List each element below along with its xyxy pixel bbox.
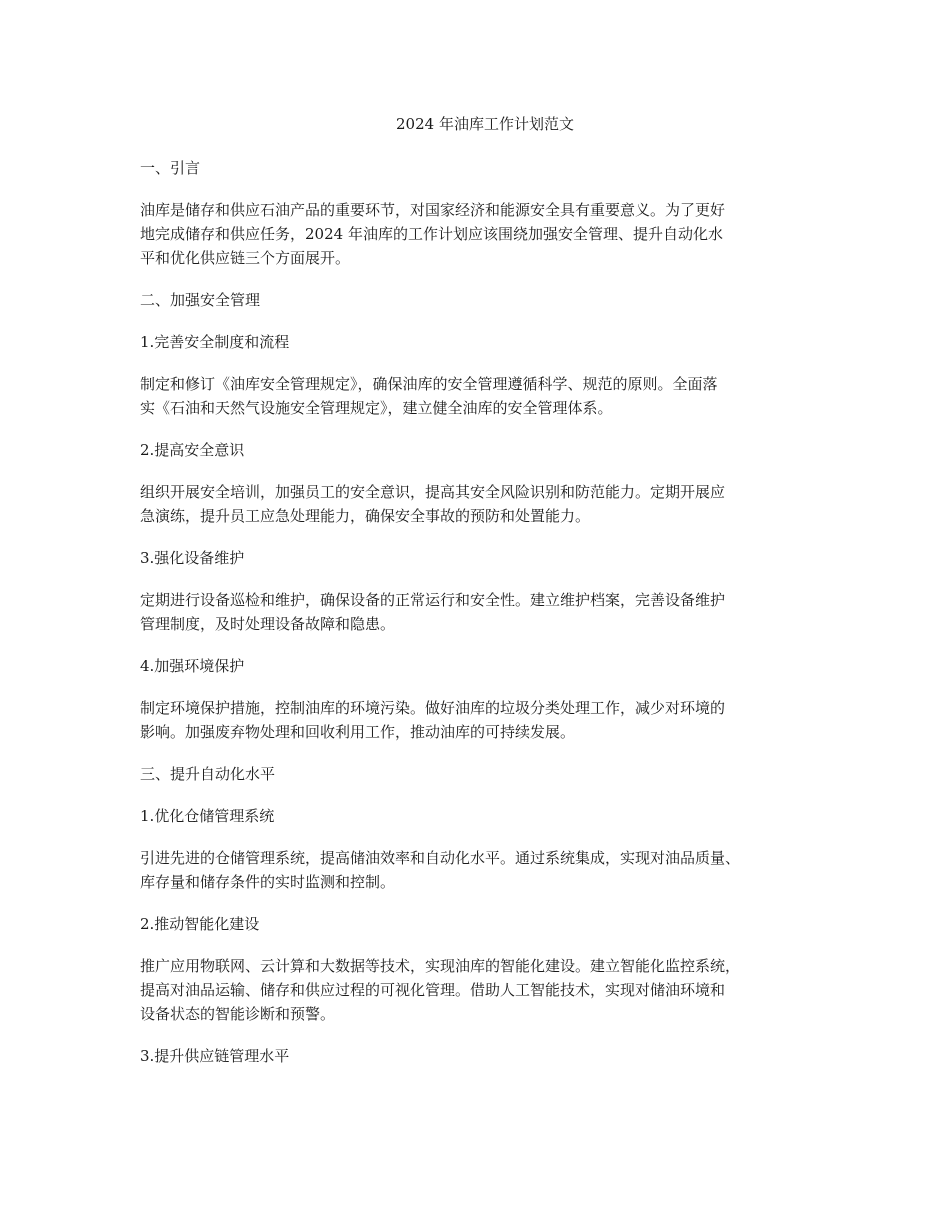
section-heading: 3.提升供应链管理水平 [140,1047,290,1065]
section-heading: 2.提高安全意识 [140,441,245,459]
paragraph-line: 设备状态的智能诊断和预警。 [140,1005,336,1023]
paragraph [140,954,830,1026]
section-heading: 一、引言 [140,159,201,177]
paragraph-line: 急演练，提升员工应急处理能力，确保安全事故的预防和处置能力。 [140,507,591,525]
paragraph-line: 定期进行设备巡检和维护，确保设备的正常运行和安全性。建立维护档案，完善设备维护 [140,591,726,609]
section-heading: 三、提升自动化水平 [140,765,276,783]
paragraph [140,480,830,528]
section-heading: 3.强化设备维护 [140,549,245,567]
section-heading: 4.加强环境保护 [140,657,245,675]
paragraph-line: 提高对油品运输、储存和供应过程的可视化管理。借助人工智能技术，实现对储油环境和 [140,981,726,999]
paragraph-line: 实《石油和天然气设施安全管理规定》，建立健全油库的安全管理体系。 [140,399,613,417]
paragraph-line: 制定和修订《油库安全管理规定》，确保油库的安全管理遵循科学、规范的原则。全面落 [140,375,718,393]
paragraph-line: 地完成储存和供应任务，2024 年油库的工作计划应该围绕加强安全管理、提升自动化水 [140,225,723,243]
paragraph [140,588,830,636]
paragraph [140,846,830,894]
paragraph [140,372,830,420]
section-heading: 1.完善安全制度和流程 [140,333,290,351]
paragraph [140,696,830,744]
section-heading: 2.推动智能化建设 [140,915,260,933]
section-heading: 1.优化仓储管理系统 [140,807,275,825]
paragraph-line: 推广应用物联网、云计算和大数据等技术，实现油库的智能化建设。建立智能化监控系统， [140,957,741,975]
document-title: 2024 年油库工作计划范文 [396,115,574,133]
paragraph-line: 制定环境保护措施，控制油库的环境污染。做好油库的垃圾分类处理工作，减少对环境的 [140,699,726,717]
paragraph-line: 组织开展安全培训，加强员工的安全意识，提高其安全风险识别和防范能力。定期开展应 [140,483,726,501]
paragraph-line: 油库是储存和供应石油产品的重要环节，对国家经济和能源安全具有重要意义。为了更好 [140,201,726,219]
document-body [140,112,830,1086]
paragraph [140,198,830,270]
document-blocks [140,156,830,1068]
paragraph-line: 库存量和储存条件的实时监测和控制。 [140,873,396,891]
paragraph-line: 管理制度，及时处理设备故障和隐患。 [140,615,396,633]
section-heading: 二、加强安全管理 [140,291,261,309]
paragraph-line: 引进先进的仓储管理系统，提高储油效率和自动化水平。通过系统集成，实现对油品质量、 [140,849,741,867]
paragraph-line: 影响。加强废弃物处理和回收利用工作，推动油库的可持续发展。 [140,723,576,741]
paragraph-line: 平和优化供应链三个方面展开。 [140,249,351,267]
